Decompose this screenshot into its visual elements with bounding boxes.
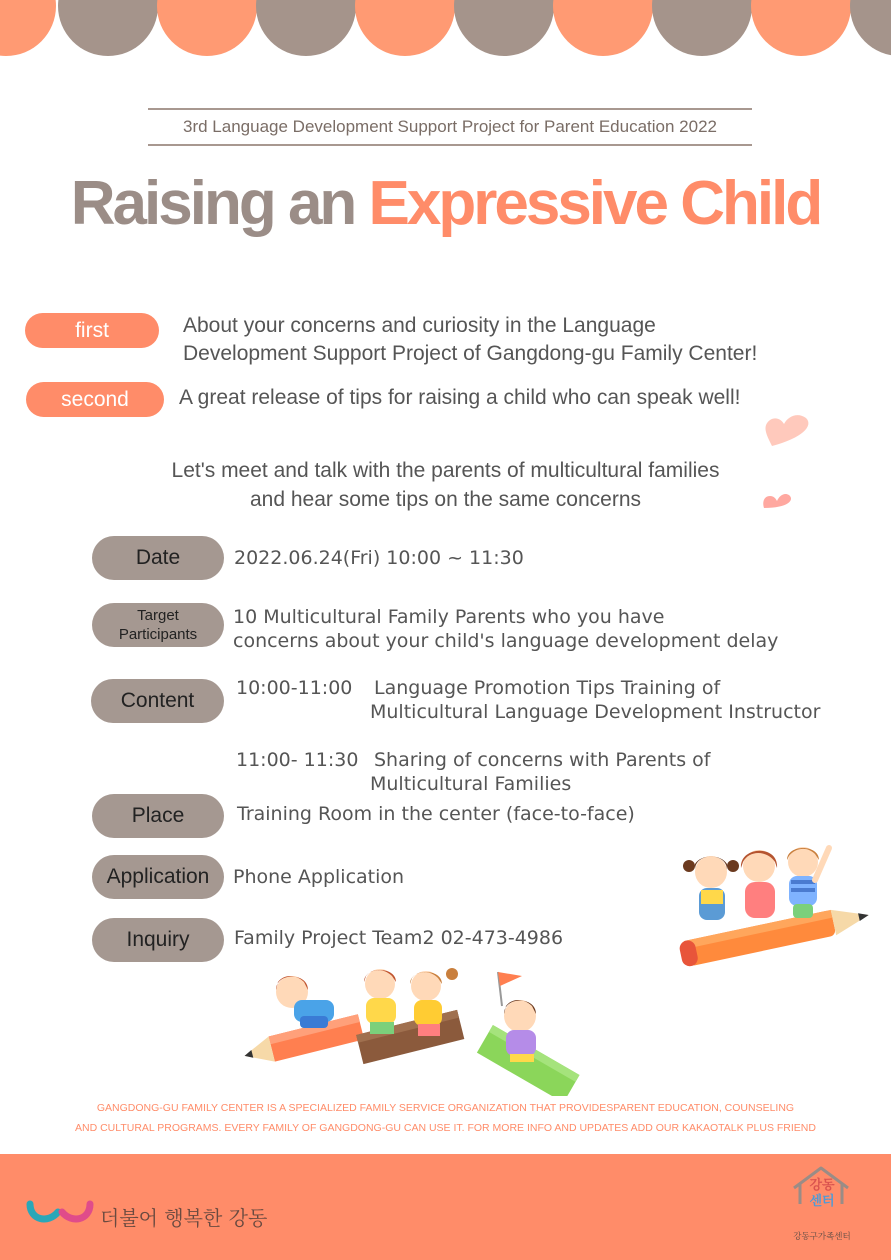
place-label-text: Place (131, 804, 185, 827)
logo-right-top: 강동 (809, 1178, 835, 1193)
logo-left-text: 더불어 행복한 강동 (100, 1206, 268, 1230)
target-value-line2: concerns about your child's language development delay (233, 630, 779, 652)
first-badge (25, 313, 159, 348)
first-text-line2: Development Support Project of Gangdong-gu Family Center! (183, 342, 758, 365)
date-label (92, 536, 224, 580)
content-label-text: Content (120, 689, 195, 712)
content-desc-1-line2: Multicultural Language Development Instructor (370, 701, 821, 723)
title-part-gray: Raising an (70, 169, 369, 238)
first-badge-label: first (75, 318, 109, 342)
content-desc-1 (370, 676, 820, 724)
awning-scallop (157, 0, 257, 56)
footer-note (0, 1098, 891, 1138)
target-label-line2: Participants (118, 626, 198, 643)
subtitle-banner (148, 108, 752, 146)
content-desc-1-line1: Language Promotion Tips Training of (374, 677, 721, 699)
invite-text (0, 456, 891, 514)
page-title (0, 168, 891, 239)
kids-on-pencil-illustration (675, 836, 881, 970)
content-desc-2-line1: Sharing of concerns with Parents of (374, 749, 711, 771)
title-part-accent: Expressive Child (368, 169, 821, 238)
logo-smile-icon (26, 1198, 96, 1228)
scalloped-awning (0, 0, 891, 62)
content-time-2: 11:00- 11:30 (236, 749, 359, 771)
place-label (92, 794, 224, 838)
target-value-line1: 10 Multicultural Family Parents who you have (233, 606, 665, 628)
awning-scallop (256, 0, 356, 56)
kids-on-crayons-illustration (240, 966, 580, 1096)
footer-note-line1: GANGDONG-GU FAMILY CENTER IS A SPECIALIZED FAMILY SERVICE ORGANIZATION THAT PROVIDESPARENT EDUCATION, COUNSELING (96, 1102, 795, 1114)
invite-line1: Let's meet and talk with the parents of multicultural families (171, 459, 720, 482)
place-value: Training Room in the center (face-to-face) (237, 803, 635, 825)
awning-scallop (454, 0, 554, 56)
awning-scallop (652, 0, 752, 56)
footer-note-line2: AND CULTURAL PROGRAMS. EVERY FAMILY OF GANGDONG-GU CAN USE IT. FOR MORE INFO AND UPDATES ADD OUR KAKAOTALK PLUS FRIEND (75, 1122, 816, 1134)
target-value (233, 605, 778, 653)
invite-line2: and hear some tips on the same concerns (249, 488, 642, 511)
inquiry-label-text: Inquiry (126, 928, 190, 951)
awning-scallop (553, 0, 653, 56)
awning-scallop (58, 0, 158, 56)
date-label-text: Date (135, 546, 181, 569)
awning-scallop (355, 0, 455, 56)
first-text-line1: About your concerns and curiosity in the Language (183, 314, 656, 337)
inquiry-value: Family Project Team2 02-473-4986 (234, 927, 564, 949)
application-label (92, 855, 224, 899)
subtitle-text: 3rd Language Development Support Project for Parent Education 2022 (183, 117, 717, 136)
content-desc-2 (370, 748, 710, 796)
target-label (92, 603, 224, 647)
application-value: Phone Application (233, 866, 405, 888)
awning-scallop (751, 0, 851, 56)
application-label-text: Application (106, 865, 210, 888)
target-label-line1: Target (137, 607, 179, 624)
content-time-1: 10:00-11:00 (236, 677, 353, 699)
content-desc-2-line2: Multicultural Families (370, 773, 572, 795)
logo-right-mid: 센터 (809, 1194, 835, 1209)
second-badge (26, 382, 164, 417)
second-text-line1: A great release of tips for raising a child who can speak well! (179, 386, 741, 409)
awning-scallop (850, 0, 891, 56)
date-value: 2022.06.24(Fri) 10:00 ~ 11:30 (234, 547, 524, 569)
heart-icon (762, 408, 816, 448)
logo-right-caption: 강동구가족센터 (793, 1232, 851, 1242)
logo-right-mark (796, 1178, 848, 1210)
awning-scallop (0, 0, 56, 56)
first-text (183, 312, 883, 368)
second-badge-label: second (61, 387, 129, 411)
inquiry-label (92, 918, 224, 962)
content-label (91, 679, 224, 723)
